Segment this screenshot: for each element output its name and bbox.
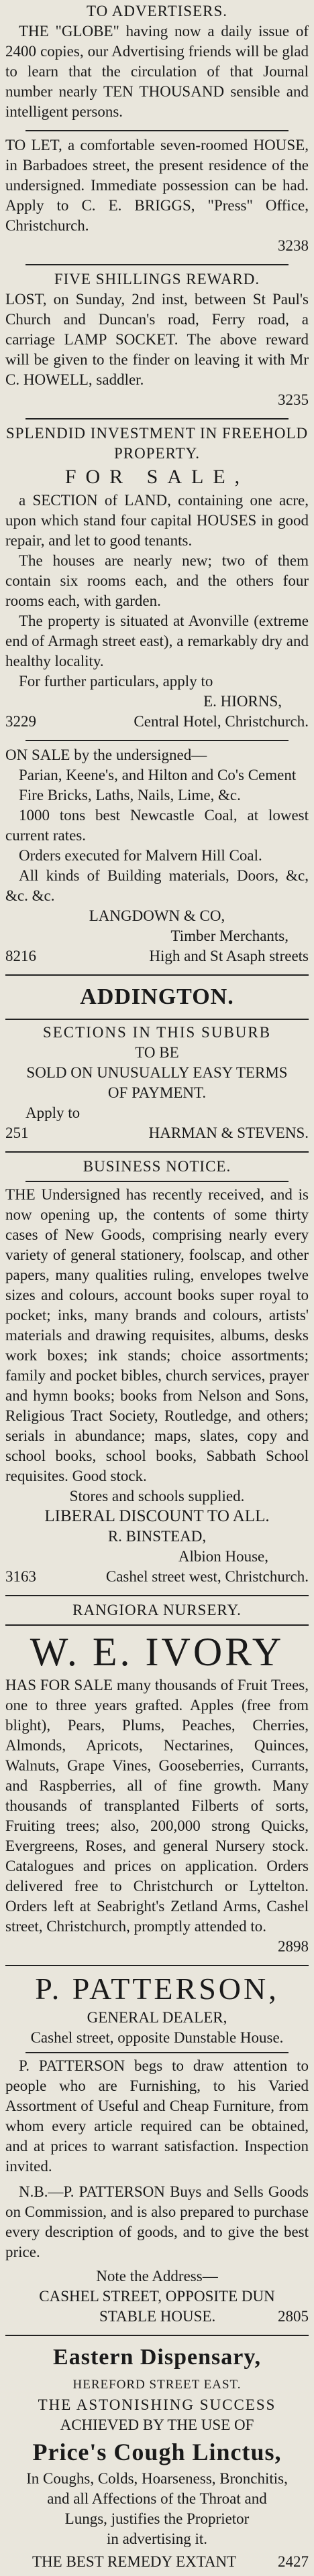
ad-addington (5, 978, 309, 1147)
ad-intro: ON SALE by the undersigned— (5, 747, 207, 763)
divider (25, 2052, 289, 2053)
signer-name: R. BINSTEAD, (107, 1528, 207, 1545)
ad-paragraph: P. PATTERSON begs to draw attention to people who are Furnishing, to his Varied Assortment of Useful and Cheap Furniture, from whom every article required can be obtained, and at prices to warrant satisfaction. Inspection invited. (5, 2057, 309, 2175)
ad-number: 2898 (278, 1938, 309, 1955)
list-item: All kinds of Building materials, Doors, &c, &c. &c. (5, 867, 309, 904)
ad-body: THE "GLOBE" having now a daily issue of 2400 copies, our Advertising friends will be glad to learn that the circulation of that Journal number nearly TEN THOUSAND sensible and intelligent persons. (5, 23, 309, 120)
ad-heading: BUSINESS NOTICE. (83, 1158, 231, 1175)
ad-number: 2805 (278, 2308, 309, 2325)
ad-heading: TO ADVERTISERS. (87, 3, 227, 19)
ad-line: TO BE (135, 1044, 179, 1061)
firm-trade: Timber Merchants, (170, 927, 289, 944)
newspaper-column (5, 0, 309, 2576)
divider (5, 1965, 309, 1966)
ad-number: 251 (5, 1124, 29, 1141)
ad-paragraph: For further particulars, apply to (19, 673, 213, 690)
ad-to-let (5, 134, 309, 260)
address-line: CASHEL STREET, OPPOSITE DUN (39, 2288, 275, 2305)
ad-line: in advertising it. (106, 2530, 208, 2547)
remedy-line: THE BEST REMEDY EXTANT (32, 2553, 237, 2570)
ad-line: In Coughs, Colds, Hoarseness, Bronchitis, (26, 2470, 288, 2487)
list-item: 1000 tons best Newcastle Coal, at lowest current rates. (5, 807, 309, 844)
list-item: Parian, Keene's, and Hilton and Co's Cement (19, 767, 297, 783)
list-item: Fire Bricks, Laths, Nails, Lime, &c. (19, 787, 241, 803)
ad-body: LOST, on Sunday, 2nd inst, between St Paul's Church and Duncan's road, Ferry road, a carriage LAMP SOCKET. The above reward will be given to the finder on leaving it with Mr C. HOWELL, saddler. (5, 291, 309, 388)
ad-paragraph: a SECTION of LAND, containing one acre, upon which stand four capital HOUSES in good repair, and let to good tenants. (5, 492, 309, 549)
ad-line: THE ASTONISHING SUCCESS (38, 2396, 276, 2413)
ad-line: OF PAYMENT. (107, 1084, 207, 1101)
signer-place: Central Hotel, Christchurch. (134, 713, 309, 730)
signer-line (5, 1567, 309, 1587)
ad-heading: RANGIORA NURSERY. (72, 1602, 242, 1618)
apply-label: Apply to (25, 1104, 81, 1121)
firm-name: LANGDOWN & CO, (89, 907, 225, 924)
firm-address: High and St Asaph streets (149, 948, 309, 964)
firm-line (5, 946, 309, 966)
address-line-2 (5, 2307, 309, 2327)
ad-heading: FIVE SHILLINGS REWARD. (54, 271, 260, 287)
divider (25, 130, 289, 131)
ad-number: 3229 (5, 713, 36, 730)
ad-line: SOLD ON UNUSUALLY EASY TERMS (26, 1064, 288, 1081)
divider (5, 974, 309, 976)
firm-name: HARMAN & STEVENS. (148, 1124, 309, 1141)
ad-number: 3163 (5, 1568, 36, 1585)
signer-name: E. HIORNS, (203, 693, 282, 710)
ad-paragraph: The houses are nearly new; two of them contain six rooms each, and the others four rooms each, with garden. (5, 552, 309, 609)
ad-investment (5, 422, 309, 736)
ad-body: THE Undersigned has recently received, and is now opening up, the contents of some thirty cases of New Goods, comprising nearly every variety of general stationery, foolscap, and other papers, many qualities ruling, envelopes twelve sizes and colours, account books super royal to pocket; inks, many brands and colours, artists' materials and drawing requisites, albums, desks work boxes; ink stands; choice assortments; family and pocket bibles, church services, prayer and hymn books; books from Nelson and Sons, Religious Tract Society, Routledge, and others; serials in abundance; maps, slates, copy and school books, school books, Sabbath School requisites. Good stock. (5, 1186, 309, 1484)
signer-street: Cashel street west, Christchurch. (105, 1568, 309, 1585)
discount-line: LIBERAL DISCOUNT TO ALL. (44, 1507, 270, 1525)
firm-line (5, 1123, 309, 1143)
divider (5, 2335, 309, 2336)
note-address: Note the Address— (96, 2268, 218, 2284)
ad-paragraph: The property is situated at Avonville (extreme end of Armagh street east), a remarkably dry and healthy locality. (5, 613, 309, 669)
ad-body: TO LET, a comfortable seven-roomed HOUSE, in Barbadoes street, the present residence of the undersigned. Immediate possession can be had. Apply to C. E. BRIGGS, "Press" Office, Christchurch. (5, 137, 309, 234)
for-sale-title: FOR SALE, (64, 466, 250, 488)
list-item: Orders executed for Malvern Hill Coal. (19, 847, 262, 864)
ad-patterson (5, 1969, 309, 2331)
dispensary-address: HEREFORD STREET EAST. (72, 2378, 242, 2392)
signer-line (5, 712, 309, 732)
ad-line: ACHIEVED BY THE USE OF (60, 2417, 254, 2433)
divider (25, 1181, 289, 1182)
ad-paragraph: N.B.—P. PATTERSON Buys and Sells Goods on Commission, and is also prepared to purchase every description of goods, and to give the best price. (5, 2183, 309, 2260)
product-name: Price's Cough Linctus, (32, 2439, 282, 2465)
ad-heading: ADDINGTON. (80, 984, 234, 1009)
signer-place: Albion House, (178, 1548, 268, 1565)
ad-to-advertisers (5, 0, 309, 126)
divider (5, 1151, 309, 1153)
divider (5, 1019, 309, 1020)
ad-line: and all Affections of the Throat and (47, 2490, 267, 2507)
ad-rangiora (5, 1599, 309, 1961)
ad-number: 8216 (5, 948, 36, 964)
divider (5, 1624, 309, 1626)
ad-on-sale (5, 744, 309, 970)
ad-heading: Eastern Dispensary, (53, 2345, 261, 2370)
ad-tail: Stores and schools supplied. (69, 1488, 245, 1504)
ad-line: Lungs, justifies the Proprietor (64, 2510, 250, 2527)
ad-heading: SPLENDID INVESTMENT IN FREEHOLD PROPERTY. (5, 425, 309, 462)
dealer-name: P. PATTERSON, (35, 1972, 279, 2006)
dealer-title: GENERAL DEALER, (87, 2009, 227, 2026)
divider (5, 1595, 309, 1596)
ad-body: HAS FOR SALE many thousands of Fruit Trees, one to three years grafted. Apples (free from blight), Pears, Plums, Peaches, Cherries, Almonds, Apricots, Nectarines, Quinces, Walnuts, Grape Vines, Gooseberries, Currants, and Raspberries, all of fine growth. Many thousands of transplanted Filberts of sorts, Fruiting trees; also, 200,000 strong Quicks, Evergreens, Roses, and general Nursery stock. Catalogues and prices on application. Orders delivered free to Christchurch or Lyttelton. Orders left at Seabright's Zetland Arms, Cashel street, Christchurch, promptly attended to. (5, 1677, 309, 1935)
nursery-owner-name: W. E. IVORY (30, 1630, 284, 1674)
ad-number: 3235 (278, 391, 309, 408)
divider (25, 264, 289, 265)
divider (25, 418, 289, 420)
address-text: STABLE HOUSE. (99, 2308, 216, 2325)
ad-number: 2427 (278, 2553, 309, 2570)
ad-reward (5, 268, 309, 414)
divider (25, 740, 289, 741)
footer-line (5, 2552, 309, 2572)
ad-business-notice (5, 1155, 309, 1591)
ad-number: 3238 (278, 237, 309, 254)
ad-line: SECTIONS IN THIS SUBURB (42, 1024, 272, 1041)
dealer-address: Cashel street, opposite Dunstable House. (30, 2029, 284, 2046)
ad-dispensary (5, 2339, 309, 2576)
